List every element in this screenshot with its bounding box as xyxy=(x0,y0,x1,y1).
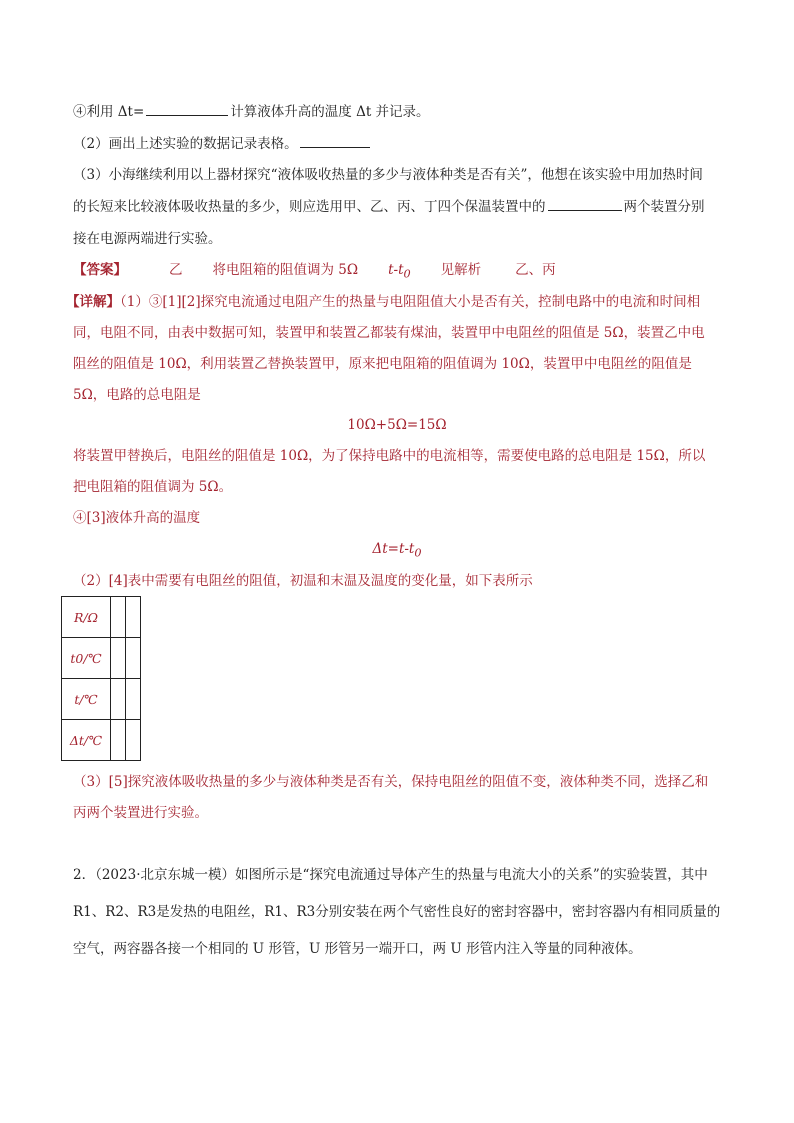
table-cell xyxy=(111,720,126,761)
table-cell xyxy=(111,597,126,638)
step4-line xyxy=(73,103,430,121)
detail-line7: ④[3]液体升高的温度 xyxy=(73,510,201,526)
q2-line2: R1、R2、R3是发热的电阻丝，R1、R3分别安装在两个气密性良好的密封容器中，密封容器内有相同质量的 xyxy=(73,904,721,920)
table-row xyxy=(62,597,141,638)
detail-label: 【详解】 xyxy=(66,294,120,310)
answer-4: 见解析 xyxy=(440,262,482,278)
table-cell xyxy=(126,597,141,638)
answer-blank xyxy=(146,103,228,116)
part3-line2 xyxy=(73,198,705,216)
answer-2: 将电阻箱的阻值调为 5Ω xyxy=(212,262,359,278)
part2-text: （2）画出上述实验的数据记录表格。 xyxy=(73,136,298,152)
table-row xyxy=(62,679,141,720)
answer-blank xyxy=(300,135,370,148)
detail-line2: 同，电阻不同，由表中数据可知，装置甲和装置乙都装有煤油，装置甲中电阻丝的阻值是 5Ω，装置乙中电 xyxy=(73,325,705,341)
part3-line2-prefix: 的长短来比较液体吸收热量的多少，则应选用甲、乙、丙、丁四个保温装置中的 xyxy=(73,199,546,215)
table-header-final-temp: t/℃ xyxy=(62,679,111,720)
table-header-resistance: R/Ω xyxy=(62,597,111,638)
part3-line2-suffix: 两个装置分别 xyxy=(623,199,705,215)
table-row xyxy=(62,720,141,761)
answer-line xyxy=(73,261,556,284)
answer-3: $t-t_0$ xyxy=(388,262,411,281)
table-cell xyxy=(126,720,141,761)
part3-line1: （3）小海继续利用以上器材探究“液体吸收热量的多少与液体种类是否有关”，他想在该实验中用加热时间 xyxy=(73,167,703,183)
answer-blank xyxy=(548,198,622,211)
detail-line5: 将装置甲替换后，电阻丝的阻值是 10Ω，为了保持电路中的电流相等，需要使电路的总电阻是 15Ω，所以 xyxy=(73,448,706,464)
detail-line3: 阻丝的阻值是 10Ω，利用装置乙替换装置甲，原来把电阻箱的阻值调为 10Ω，装置甲中电阻丝的阻值是 xyxy=(73,356,692,372)
table-cell xyxy=(111,679,126,720)
equation-delta-t: $\Delta t=t-t_0$ xyxy=(372,541,422,560)
q2-line3: 空气，两容器各接一个相同的 U 形管，U 形管另一端开口，两 U 形管内注入等量的同种液体。 xyxy=(73,941,642,957)
answer-1: 乙 xyxy=(169,262,183,278)
table-row xyxy=(62,638,141,679)
step4-prefix: ④利用 Δt= xyxy=(73,104,145,120)
table-cell xyxy=(126,638,141,679)
table-cell xyxy=(111,638,126,679)
table-header-initial-temp: t0/℃ xyxy=(62,638,111,679)
detail-line1: 【详解】（1）③[1][2]探究电流通过电阻产生的热量与电阻阻值大小是否有关，控制电路中的电流和时间相 xyxy=(66,294,701,310)
q2-line1: 2．（2023·北京东城一模）如图所示是“探究电流通过导体产生的热量与电流大小的关系”的实验装置，其中 xyxy=(73,867,708,883)
detail-line10: 丙两个装置进行实验。 xyxy=(73,805,208,821)
answer-label: 【答案】 xyxy=(73,262,127,278)
detail-line9: （3）[5]探究液体吸收热量的多少与液体种类是否有关，保持电阻丝的阻值不变，液体种类不同，选择乙和 xyxy=(73,774,709,790)
part2-line xyxy=(73,135,372,153)
part3-line3: 接在电源两端进行实验。 xyxy=(73,231,222,247)
table-cell xyxy=(126,679,141,720)
detail-line4: 5Ω，电路的总电阻是 xyxy=(73,387,201,403)
step4-suffix: 计算液体升高的温度 Δt 并记录。 xyxy=(230,104,430,120)
record-table xyxy=(61,596,141,761)
detail-line6: 把电阻箱的阻值调为 5Ω。 xyxy=(73,479,233,495)
detail-line8: （2）[4]表中需要有电阻丝的阻值，初温和末温及温度的变化量，如下表所示 xyxy=(73,573,533,589)
answer-5: 乙、丙 xyxy=(515,262,556,278)
table-header-temp-change: Δt/℃ xyxy=(62,720,111,761)
equation-total-resistance: 10Ω+5Ω=15Ω xyxy=(347,417,447,433)
